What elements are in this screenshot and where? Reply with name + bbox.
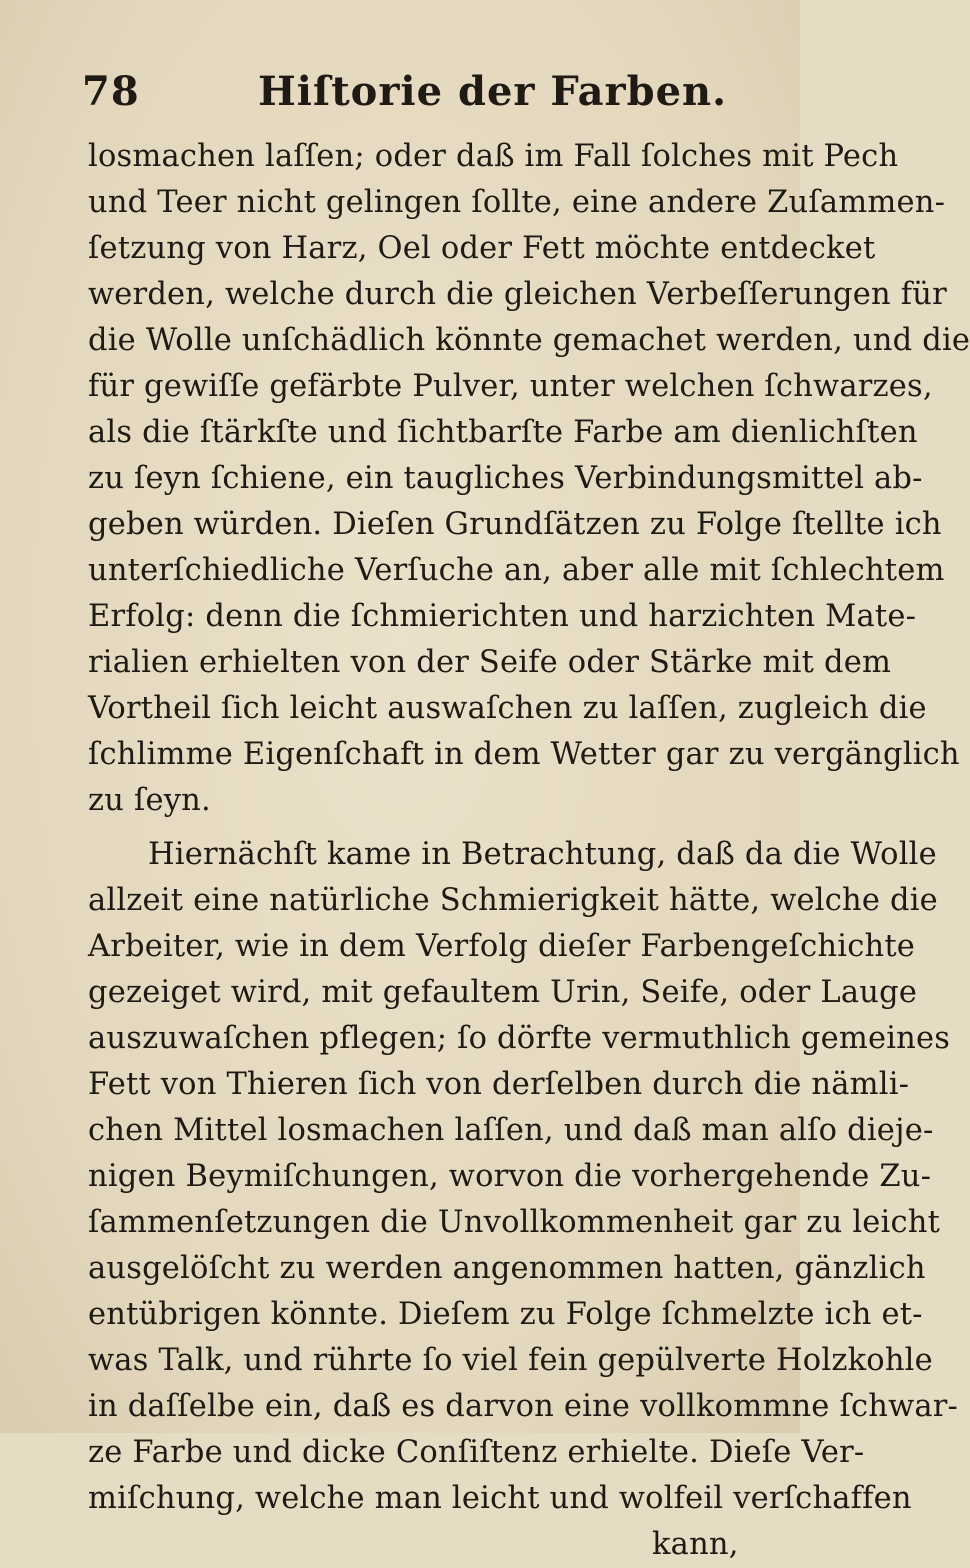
text-line: ze Farbe und dicke Conſiſtenz erhielte. Dieſe Ver- — [88, 1435, 865, 1470]
text-line: Erfolg: denn die ſchmierichten und harzichten Mate- — [88, 599, 917, 634]
text-line: Fett von Thieren ſich von derſelben durch die nämli- — [88, 1067, 910, 1102]
paragraph-start-line: Hiernächſt kame in Betrachtung, daß da die Wolle — [148, 837, 937, 872]
text-line: und Teer nicht gelingen ſollte, eine andere Zuſammen- — [88, 185, 946, 220]
text-line: werden, welche durch die gleichen Verbeſſerungen für — [88, 277, 947, 312]
text-line: ſammenſetzungen die Unvollkommenheit gar zu leicht — [88, 1205, 941, 1240]
text-line: rialien erhielten von der Seife oder Stärke mit dem — [88, 645, 892, 680]
text-line: ausgelöſcht zu werden angenommen hatten, gänzlich — [88, 1251, 926, 1286]
text-line: zu ſeyn ſchiene, ein taugliches Verbindungsmittel ab- — [88, 461, 923, 496]
text-line: miſchung, welche man leicht und wolfeil verſchaffen — [88, 1481, 912, 1516]
text-line: geben würden. Dieſen Grundſätzen zu Folge ſtellte ich — [88, 507, 942, 542]
catchword: kann, — [652, 1527, 739, 1562]
text-line: zu ſeyn. — [88, 783, 211, 818]
text-line: losmachen laſſen; oder daß im Fall ſolches mit Pech — [88, 139, 899, 174]
running-title: Hiſtorie der Farben. — [258, 68, 728, 115]
text-line: was Talk, und rührte ſo viel fein gepülverte Holzkohle — [88, 1343, 933, 1378]
text-line: allzeit eine natürliche Schmierigkeit hätte, welche die — [88, 883, 938, 918]
text-line: unterſchiedliche Verſuche an, aber alle mit ſchlechtem — [88, 553, 945, 588]
text-line: in daſſelbe ein, daß es darvon eine vollkommne ſchwar- — [88, 1389, 959, 1424]
text-line: ſetzung von Harz, Oel oder Fett möchte entdecket — [88, 231, 876, 266]
text-line: auszuwaſchen pflegen; ſo dörfte vermuthlich gemeines — [88, 1021, 951, 1056]
text-line: die Wolle unſchädlich könnte gemachet werden, und die — [88, 323, 970, 358]
text-line: chen Mittel losmachen laſſen, und daß man alſo dieje- — [88, 1113, 934, 1148]
text-line: nigen Beymiſchungen, worvon die vorhergehende Zu- — [88, 1159, 932, 1194]
text-line: als die ſtärkſte und ſichtbarſte Farbe am dienlichſten — [88, 415, 918, 450]
text-line: ſchlimme Eigenſchaft in dem Wetter gar zu vergänglich — [88, 737, 960, 772]
text-line: Vortheil ſich leicht auswaſchen zu laſſen, zugleich die — [88, 691, 927, 726]
page-number: 78 — [82, 68, 140, 115]
text-line: Arbeiter, wie in dem Verfolg dieſer Farbengeſchichte — [88, 929, 916, 964]
text-line: gezeiget wird, mit gefaultem Urin, Seife, oder Lauge — [88, 975, 918, 1010]
text-line: für gewiſſe gefärbte Pulver, unter welchen ſchwarzes, — [88, 369, 933, 404]
text-line: entübrigen könnte. Dieſem zu Folge ſchmelzte ich et- — [88, 1297, 923, 1332]
page-header — [0, 62, 800, 122]
